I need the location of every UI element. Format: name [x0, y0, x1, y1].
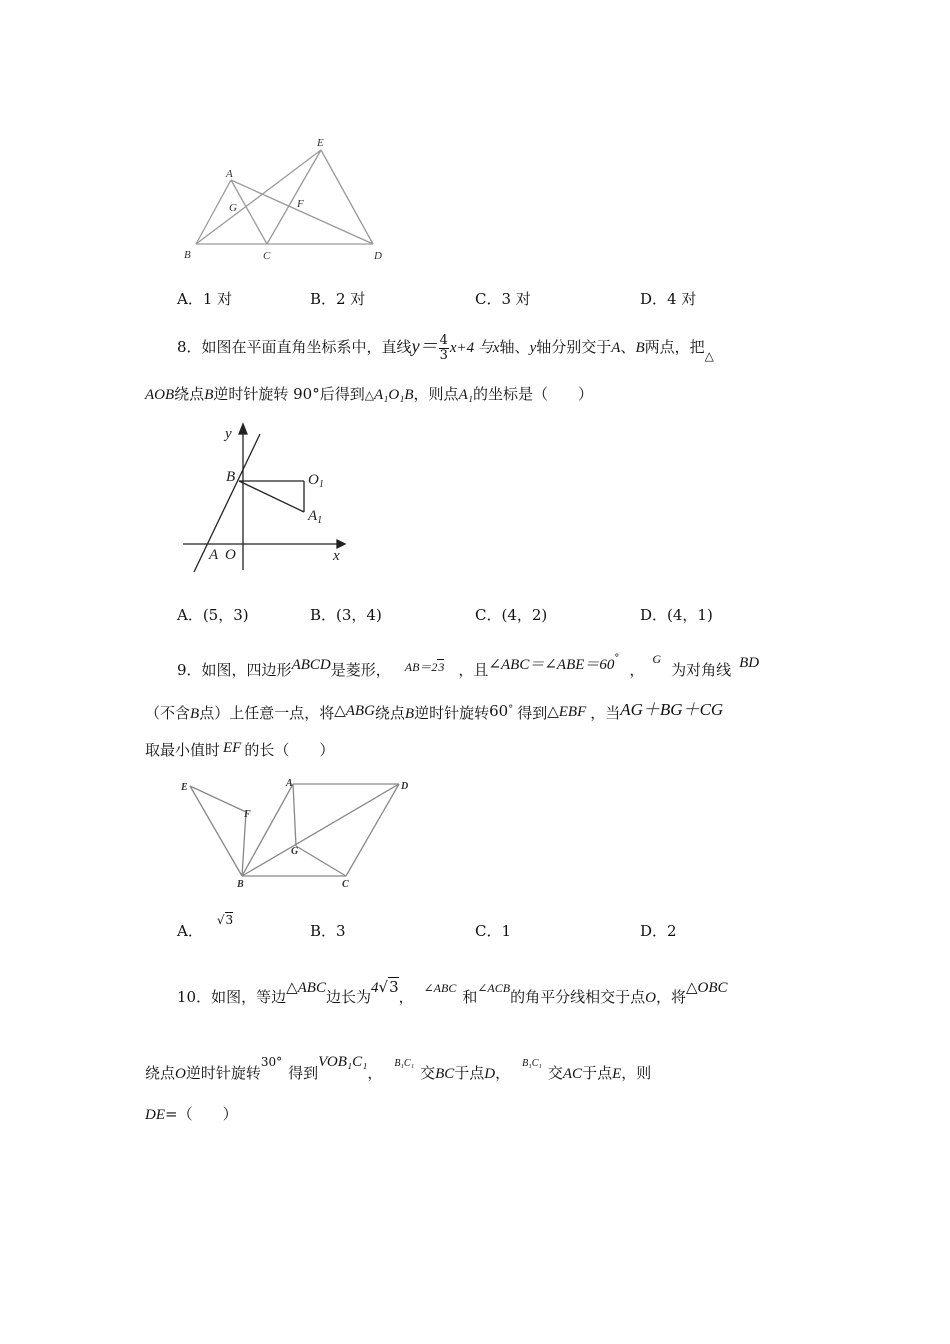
q8-option-b[interactable]: B．(3，4) — [310, 606, 382, 624]
q8-stem-line1: 8．如图在平面直角坐标系中，直线y＝ $\frac{4}{3}$ x+4 与x轴、y轴分别交于A、B两点，把$_\triangle$ — [177, 332, 714, 363]
q8-y-eq: y＝ — [411, 336, 438, 356]
q9-label-c: C — [342, 879, 349, 890]
q8-fraction: $\frac{4}{3}$ — [439, 332, 448, 363]
q8-label-b: B — [226, 469, 236, 485]
q8-stem-line2: AOB绕点B逆时针旋转 90°后得到△A₁O₁B，则点A₁的坐标是（ ） — [145, 385, 593, 403]
q10-stem-line2: 绕点O逆时针旋转$^{30^\circ}$得到VOB₁C₁，$^{B_1C_1}$交BC于点D，$^{B_1C_1}$交AC于点E，则 — [145, 1054, 652, 1082]
q8-option-d[interactable]: D．(4，1) — [640, 606, 713, 624]
q7-option-b[interactable]: B．2 对 — [310, 290, 366, 308]
q8-label-o1: $O_1$ — [308, 472, 324, 490]
q9-label-d: D — [401, 781, 409, 792]
q9-label-e: E — [181, 782, 188, 793]
q8-label-o: O — [225, 547, 236, 563]
q8-label-x: x — [333, 548, 340, 564]
q9-label-a: A — [286, 778, 293, 789]
q7-figure — [170, 130, 400, 270]
q8-text-1: 如图在平面直角坐标系中，直线 — [201, 338, 412, 356]
q9-label-b: B — [237, 879, 244, 890]
q7-label-b: B — [184, 249, 191, 261]
q9-stem-line1: 9．如图，四边形ABCD是菱形， $^{AB=23}$ ，且∠ABC＝∠ABE＝60°，$^G$为对角线 BD — [177, 652, 760, 679]
q7-label-a: A — [226, 168, 233, 180]
q9-stem-line2: （不含B点）上任意一点，将△ABG绕点B逆时针旋转60° 得到△EBF ，当AG＋BG＋CG — [145, 700, 724, 722]
q7-option-c[interactable]: C．3 对 — [475, 290, 531, 308]
q7-option-d[interactable]: D．4 对 — [640, 290, 697, 308]
q8-number: 8． — [177, 338, 202, 356]
q7-option-a[interactable]: A．1 对 — [177, 290, 233, 308]
q8-label-y: y — [225, 426, 232, 442]
q8-option-c[interactable]: C．(4，2) — [475, 606, 548, 624]
q8-figure — [175, 420, 360, 580]
q7-label-e: E — [317, 137, 324, 149]
q7-label-g: G — [229, 202, 237, 214]
q10-stem-line3: DE=（ ） — [145, 1105, 238, 1123]
q9-stem-line3: 取最小值时 EF 的长（ ） — [145, 740, 335, 759]
q9-label-g: G — [291, 846, 299, 857]
q9-option-c[interactable]: C．1 — [475, 922, 512, 940]
q10-stem-line1: 10．如图，等边△ABC边长为4√3， $^{\angle ABC}$ 和$^{\angle ACB}$的角平分线相交于点O，将△OBC — [177, 978, 728, 1006]
q7-label-f: F — [297, 198, 304, 210]
q9-figure — [175, 772, 415, 892]
q9-label-f: F — [244, 809, 251, 820]
q9-option-a[interactable]: A．$^{√3}$ — [177, 913, 234, 940]
q8-label-a: A — [209, 547, 219, 563]
q7-label-c: C — [263, 250, 271, 262]
q9-option-d[interactable]: D．2 — [640, 922, 677, 940]
q9-option-b[interactable]: B．3 — [310, 922, 346, 940]
q8-option-a[interactable]: A．(5，3) — [177, 606, 249, 624]
q8-label-a1: $A_1$ — [308, 508, 323, 526]
q7-label-d: D — [374, 250, 382, 262]
q8-triangle-symbol: △ — [704, 349, 714, 363]
q8-text-2: x+4 与 — [449, 340, 493, 356]
